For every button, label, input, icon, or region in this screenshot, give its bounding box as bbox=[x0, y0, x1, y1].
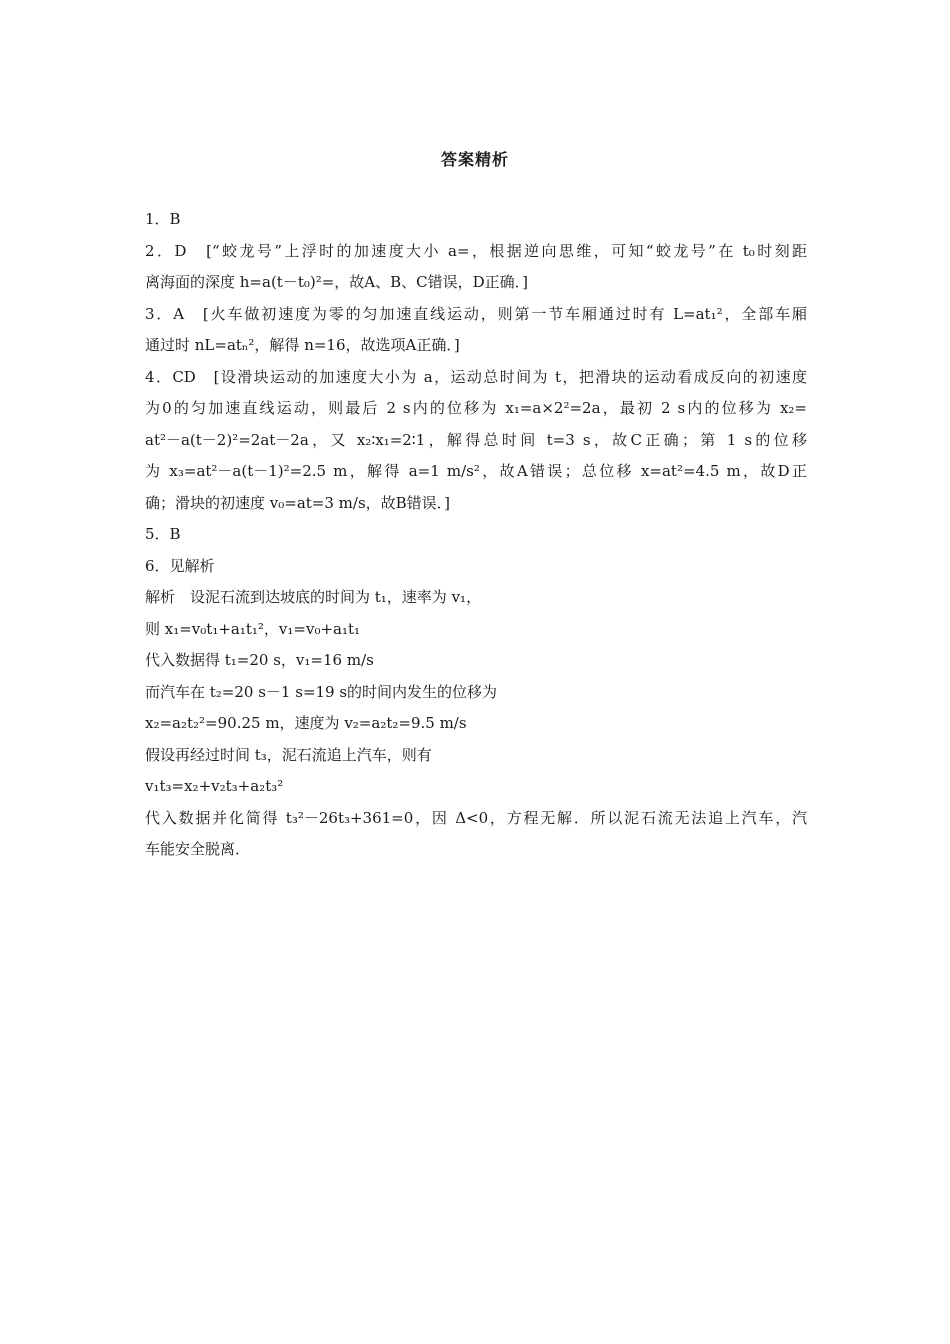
text-line: at²－a(t－2)²=2at－2a，又 x₂∶x₁=2∶1，解得总时间 t=3 s，故C正确；第 1 s的位移 bbox=[145, 430, 807, 449]
answer-body bbox=[145, 204, 807, 866]
text-line: 解析 设泥石流到达坡底的时间为 t₁，速率为 v₁， bbox=[145, 588, 482, 606]
text-line: 代入数据得 t₁=20 s，v₁=16 m/s bbox=[145, 651, 374, 669]
text-line: 4．CD [设滑块运动的加速度大小为 a，运动总时间为 t，把滑块的运动看成反向的初速度 bbox=[145, 367, 807, 386]
text-line: 确；滑块的初速度 v₀=at=3 m/s，故B错误．] bbox=[145, 493, 451, 512]
text-line: 而汽车在 t₂=20 s－1 s=19 s的时间内发生的位移为 bbox=[145, 682, 498, 701]
text-line: 5．B bbox=[145, 525, 181, 543]
text-line: 2．D [“蛟龙号”上浮时的加速度大小 a=，根据逆向思维，可知“蛟龙号”在 t₀时刻距 bbox=[145, 241, 807, 260]
text-line: 为 x₃=at²－a(t－1)²=2.5 m，解得 a=1 m/s²，故A错误；总位移 x=at²=4.5 m，故D正 bbox=[145, 462, 807, 480]
page-title: 答案精析 bbox=[440, 150, 509, 169]
text-line: 离海面的深度 h=a(t－t₀)²=，故A、B、C错误，D正确．] bbox=[145, 273, 529, 291]
text-line: 1．B bbox=[145, 210, 181, 228]
text-line: 为0的匀加速直线运动，则最后 2 s内的位移为 x₁=a×2²=2a，最初 2 s内的位移为 x₂= bbox=[145, 399, 807, 417]
text-line: 假设再经过时间 t₃，泥石流追上汽车，则有 bbox=[145, 745, 432, 764]
text-line: x₂=a₂t₂²=90.25 m，速度为 v₂=a₂t₂=9.5 m/s bbox=[145, 714, 467, 732]
text-line: 则 x₁=v₀t₁+a₁t₁²，v₁=v₀+a₁t₁ bbox=[145, 619, 361, 638]
text-line: 通过时 nL=atₙ²，解得 n=16，故选项A正确．] bbox=[145, 336, 460, 354]
text-line: 车能安全脱离． bbox=[145, 840, 251, 858]
text-line: 6．见解析 bbox=[145, 556, 215, 575]
text-line: v₁t₃=x₂+v₂t₃+a₂t₃² bbox=[145, 777, 284, 795]
text-line: 代入数据并化简得 t₃²－26t₃+361=0，因 Δ<0，方程无解．所以泥石流无法追上汽车，汽 bbox=[145, 808, 807, 827]
text-line: 3．A [火车做初速度为零的匀加速直线运动，则第一节车厢通过时有 L=at₁²，全部车厢 bbox=[145, 304, 807, 323]
